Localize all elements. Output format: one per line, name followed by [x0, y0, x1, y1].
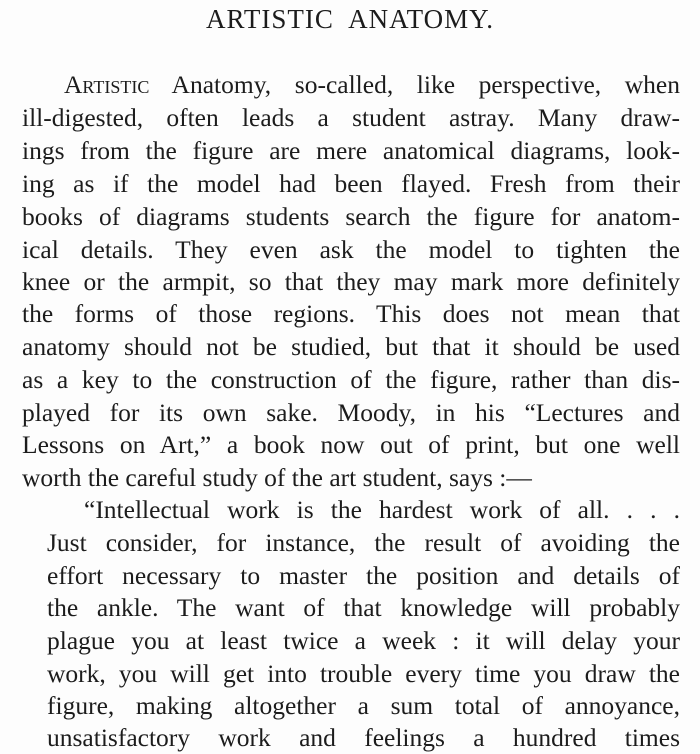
text-line: anatomy should not be studied, but that it should be used	[22, 332, 680, 361]
text-line: as a key to the construction of the figure, rather than dis-	[22, 365, 680, 394]
quote-line: “Intellectual work is the hardest work of all. . . .	[84, 495, 680, 524]
text-line: books of diagrams students search the figure for anatom-	[22, 202, 680, 231]
quote-line: unsatisfactory work and feelings a hundred times	[47, 723, 680, 752]
page-title: ARTISTIC ANATOMY.	[206, 4, 494, 34]
text-line: played for its own sake. Moody, in his “Lectures and	[22, 398, 680, 427]
text-line: the forms of those regions. This does not mean that	[22, 299, 680, 328]
small-caps-lead: Artistic	[64, 70, 150, 99]
text-line: knee or the armpit, so that they may mark more definitely	[22, 267, 680, 296]
text-line-rest: Anatomy, so-called, like perspective, when	[149, 70, 680, 99]
text-line: ical details. They even ask the model to tighten the	[22, 235, 680, 264]
quote-line: the ankle. The want of that knowledge will probably	[47, 593, 680, 622]
text-line: ill-digested, often leads a student astray. Many draw-	[22, 103, 680, 132]
text-line: Lessons on Art,” a book now out of print, but one well	[22, 430, 680, 459]
quote-line: figure, making altogether a sum total of annoyance,	[47, 691, 680, 720]
quote-line: plague you at least twice a week : it will delay your	[47, 626, 680, 655]
text-line: ing as if the model had been flayed. Fresh from their	[22, 169, 680, 198]
text-line	[64, 69, 680, 101]
quote-line: Just consider, for instance, the result of avoiding the	[47, 528, 680, 557]
text-line: ings from the figure are mere anatomical diagrams, look-	[22, 136, 680, 165]
quote-line: work, you will get into trouble every time you draw the	[47, 659, 680, 688]
text-line: worth the careful study of the art student, says :—	[22, 463, 532, 492]
quote-line: effort necessary to master the position and details of	[47, 561, 680, 590]
